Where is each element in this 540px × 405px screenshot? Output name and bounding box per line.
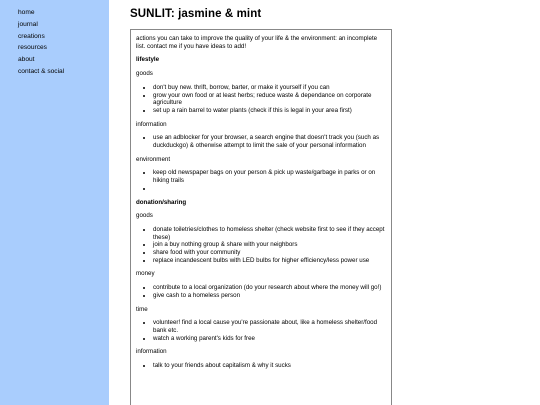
item-list <box>136 284 385 299</box>
sidebar-nav <box>0 0 109 78</box>
list-item: • replace incandescent bulbs with LED bulbs for higher efficiency/less power use <box>153 257 385 265</box>
group-title: information <box>136 120 167 128</box>
group-title: environment <box>136 155 171 163</box>
intro-text: actions you can take to improve the quality of your life & the environment: an incomplete list. contact me if you have ideas to add! <box>136 35 378 50</box>
list-item: • share food with your community <box>153 249 385 257</box>
group-title: money <box>136 270 155 278</box>
nav-item-about[interactable] <box>18 54 109 66</box>
nav-link-creations[interactable]: creations <box>18 32 45 40</box>
list-item: • watch a working parent's kids for free <box>153 335 385 343</box>
nav-item-creations[interactable] <box>18 31 109 43</box>
item-list <box>136 84 385 115</box>
group-title: information <box>136 348 167 356</box>
nav-link-contact[interactable]: contact & social <box>18 67 65 75</box>
nav-item-contact[interactable] <box>18 66 109 78</box>
item-list <box>136 169 385 192</box>
list-item: • talk to your friends about capitalism & why it sucks <box>153 362 385 370</box>
nav-item-home[interactable] <box>18 7 109 19</box>
section-title: donation/sharing <box>136 198 187 206</box>
list-item: • set up a rain barrel to water plants (check if this is legal in your area first) <box>153 107 385 115</box>
group-title: goods <box>136 70 153 78</box>
group-title: time <box>136 305 148 313</box>
item-list <box>136 134 385 149</box>
content-box <box>130 29 392 405</box>
sidebar <box>0 0 109 405</box>
list-item <box>153 185 385 193</box>
nav-link-about[interactable]: about <box>18 56 35 64</box>
nav-link-resources[interactable]: resources <box>18 44 47 52</box>
sections-container <box>136 56 385 369</box>
nav-item-resources[interactable] <box>18 42 109 54</box>
list-item: • join a buy nothing group & share with your neighbors <box>153 241 385 249</box>
main-content <box>130 0 530 405</box>
item-list <box>136 319 385 342</box>
page-title: SUNLIT: jasmine & mint <box>130 8 262 20</box>
nav-link-home[interactable]: home <box>18 9 35 16</box>
list-item: • don't buy new. thrift, borrow, barter, or make it yourself if you can <box>153 84 385 92</box>
list-item: • use an adblocker for your browser, a search engine that doesn't track you (such as duckduckgo) & otherwise attempt to limit the sale of your personal information <box>153 134 385 149</box>
list-item: • volunteer! find a local cause you're passionate about, like a homeless shelter/food bank etc. <box>153 319 385 334</box>
nav-item-journal[interactable] <box>18 19 109 31</box>
group-title: goods <box>136 212 153 220</box>
item-list <box>136 362 385 370</box>
list-item: • donate toiletries/clothes to homeless shelter (check website first to see if they accept these) <box>153 226 385 241</box>
list-item: • grow your own food or at least herbs; reduce waste & dependance on corporate agriculture <box>153 92 385 107</box>
list-item: • keep old newspaper bags on your person & pick up waste/garbage in parks or on hiking trails <box>153 169 385 184</box>
list-item: • give cash to a homeless person <box>153 292 385 300</box>
item-list <box>136 226 385 265</box>
list-item: • contribute to a local organization (do your research about where the money will go!) <box>153 284 385 292</box>
nav-link-journal[interactable]: journal <box>18 20 38 28</box>
section-title: lifestyle <box>136 56 160 64</box>
